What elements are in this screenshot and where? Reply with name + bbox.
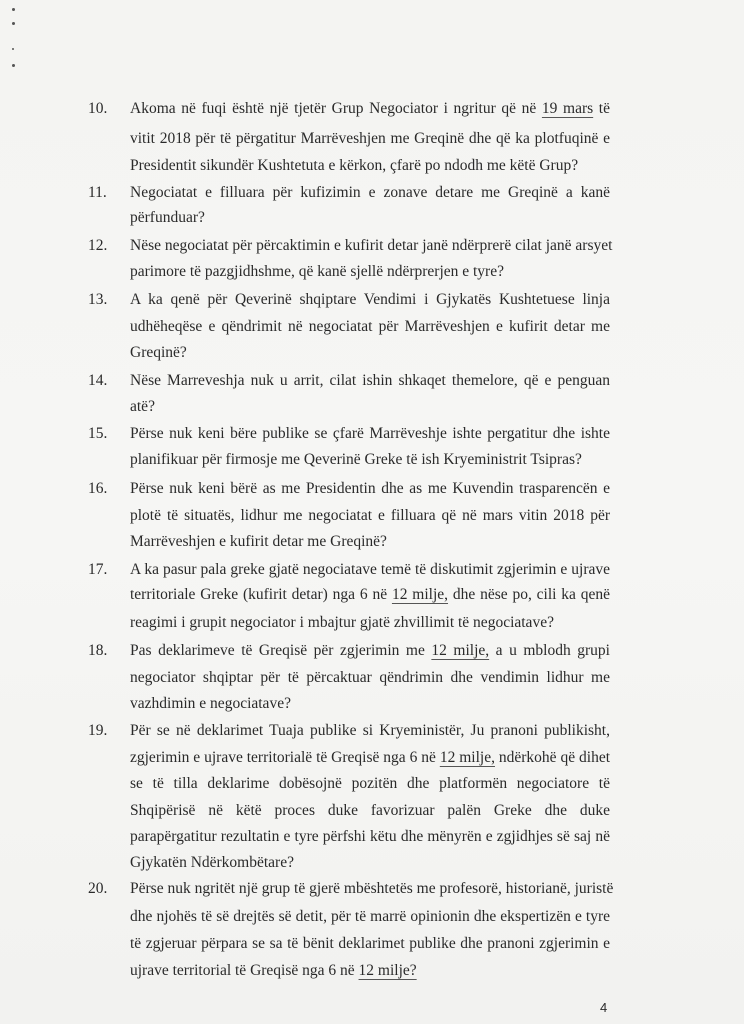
question-number: 20.	[88, 880, 108, 897]
question-text-line	[130, 695, 610, 713]
text-segment: se të tilla deklarime dobësojnë pozitën dhe platformën negociatore të	[130, 775, 610, 792]
text-segment: të zgjeruar përpara se sa të bënit deklarimet publike dhe pranoni zgjerimin e	[130, 935, 610, 952]
text-segment: dhe njohës të së drejtës së detit, për të marrë opinionin dhe ekspertizën e tyre	[130, 908, 610, 925]
question-text-line	[130, 749, 610, 767]
question-number: 12.	[88, 237, 108, 254]
text-segment: parapërgatitur rezultatin e tyre përfshi këtu dhe mënyrën e zgjidhjes së saj në	[130, 828, 610, 845]
underlined-text: 19 mars	[541, 100, 594, 117]
question-text-line	[130, 425, 610, 443]
page-number: 4	[600, 1000, 608, 1015]
underlined-text: 12 milje,	[439, 749, 495, 766]
question-number: 17.	[88, 561, 108, 578]
question-text-line	[130, 586, 610, 604]
question-number: 13.	[88, 291, 108, 308]
question-text-line	[130, 561, 610, 579]
text-segment: parimore të pazgjidhshme, që kanë sjellë ndërprerjen e tyre?	[130, 263, 504, 280]
question-text-line	[130, 935, 610, 953]
text-segment: reagimi i grupit negociator i mbajtur gjatë zhvillimit të negociatave?	[130, 614, 554, 631]
question-text-line	[130, 318, 610, 336]
text-segment: Shqipërisë në këtë proces duke favorizuar palën Greke dhe duke	[130, 802, 610, 819]
text-segment: zgjerimin e ujrave territorialë të Greqisë nga 6 në	[130, 749, 440, 766]
question-text-line	[130, 263, 610, 281]
text-segment: Pas deklarimeve të Greqisë për zgjerimin me	[130, 642, 432, 659]
question-text-line	[130, 344, 610, 362]
question-text-line	[130, 642, 610, 660]
question-text-line	[130, 451, 610, 469]
text-segment: Përse nuk keni bëre publike se çfarë Marrëveshje ishte pergatitur dhe ishte	[130, 425, 610, 442]
underlined-text: 12 milje,	[431, 642, 490, 659]
text-segment: përfunduar?	[130, 209, 205, 226]
scan-speck	[12, 8, 15, 11]
question-text-line	[130, 507, 610, 525]
text-segment: A ka qenë për Qeverinë shqiptare Vendimi i Gjykatës Kushtetuese linja	[130, 291, 610, 308]
text-segment: territoriale Greke (kufirit detar) nga 6 në	[130, 586, 392, 603]
question-text-line	[130, 533, 610, 551]
text-segment: ndërkohë që dihet	[494, 749, 611, 766]
scan-speck	[12, 64, 15, 67]
text-segment: udhëheqëse e qëndrimit në negociatat për Marrëveshjen e kufirit detar me	[130, 318, 610, 335]
question-text-line	[130, 614, 610, 632]
question-number: 14.	[88, 372, 108, 389]
question-number: 16.	[88, 480, 108, 497]
question-text-line	[130, 100, 610, 118]
scan-speck	[12, 48, 14, 50]
text-segment: Nëse negociatat për përcaktimin e kufirit detar janë ndërprerë cilat janë arsyet	[130, 237, 613, 254]
text-segment: planifikuar për firmosje me Qeverinë Greke të ish Kryeministrit Tsipras?	[130, 451, 582, 468]
text-segment: të	[593, 100, 610, 117]
question-text-line	[130, 184, 610, 202]
question-number: 10.	[88, 100, 108, 117]
question-text-line	[130, 209, 610, 227]
text-segment: a u mblodh grupi	[489, 642, 610, 659]
text-segment: vitit 2018 për të përgatitur Marrëveshjen me Greqinë dhe që ka plotfuqinë e	[130, 130, 610, 147]
text-segment: ujrave territorial të Greqisë nga 6 në	[130, 962, 359, 979]
question-text-line	[130, 802, 610, 820]
question-text-line	[130, 130, 610, 148]
question-text-line	[130, 722, 610, 740]
text-segment: Marrëveshjen e kufirit detar me Greqinë?	[130, 533, 387, 550]
question-number: 11.	[88, 184, 107, 201]
question-text-line	[130, 291, 610, 309]
question-text-line	[130, 372, 610, 390]
text-segment: Për se në deklarimet Tuaja publike si Kryeministër, Ju pranoni publikisht,	[130, 722, 610, 739]
question-text-line	[130, 669, 610, 687]
text-segment: Përse nuk ngritët një grup të gjerë mbështetës me profesorë, historianë, juristë	[130, 880, 614, 897]
text-segment: Presidentit sikundër Kushtetuta e kërkon, çfarë po ndodh me këtë Grup?	[130, 157, 579, 174]
text-segment: A ka pasur pala greke gjatë negociatave temë të diskutimit zgjerimin e ujrave	[130, 561, 610, 578]
text-segment: Negociatat e filluara për kufizimin e zonave detare me Greqinë a kanë	[130, 184, 610, 201]
question-text-line	[130, 775, 610, 793]
question-text-line	[130, 854, 610, 872]
text-segment: Akoma në fuqi është një tjetër Grup Negociator i ngritur që në	[130, 100, 542, 117]
text-segment: dhe nëse po, cili ka qenë	[448, 586, 611, 603]
underlined-text: 12 milje?	[358, 962, 417, 979]
text-segment: vazhdimin e negociatave?	[130, 695, 291, 712]
scan-speck	[12, 22, 15, 25]
question-number: 18.	[88, 642, 108, 659]
text-segment: Nëse Marreveshja nuk u arrit, cilat ishin shkaqet themelore, që e penguan	[130, 372, 610, 389]
question-text-line	[130, 828, 610, 846]
question-text-line	[130, 908, 610, 926]
question-text-line	[130, 157, 610, 175]
text-segment: Greqinë?	[130, 344, 187, 361]
underlined-text: 12 milje,	[391, 586, 449, 603]
text-segment: atë?	[130, 398, 155, 415]
question-text-line	[130, 480, 610, 498]
text-segment: Përse nuk keni bërë as me Presidentin dhe as me Kuvendin trasparencën e	[130, 480, 610, 497]
text-segment: plotë të situatës, lidhur me negociatat e filluara që në mars vitin 2018 për	[130, 507, 610, 524]
question-text-line	[130, 237, 613, 255]
question-text-line	[130, 962, 610, 980]
question-text-line	[130, 398, 610, 416]
question-text-line	[130, 880, 614, 898]
question-number: 15.	[88, 425, 108, 442]
text-segment: negociator shqiptar për të përcaktuar qëndrimin dhe vendimin lidhur me	[130, 669, 610, 686]
question-number: 19.	[88, 722, 108, 739]
text-segment: Gjykatën Ndërkombëtare?	[130, 854, 294, 871]
